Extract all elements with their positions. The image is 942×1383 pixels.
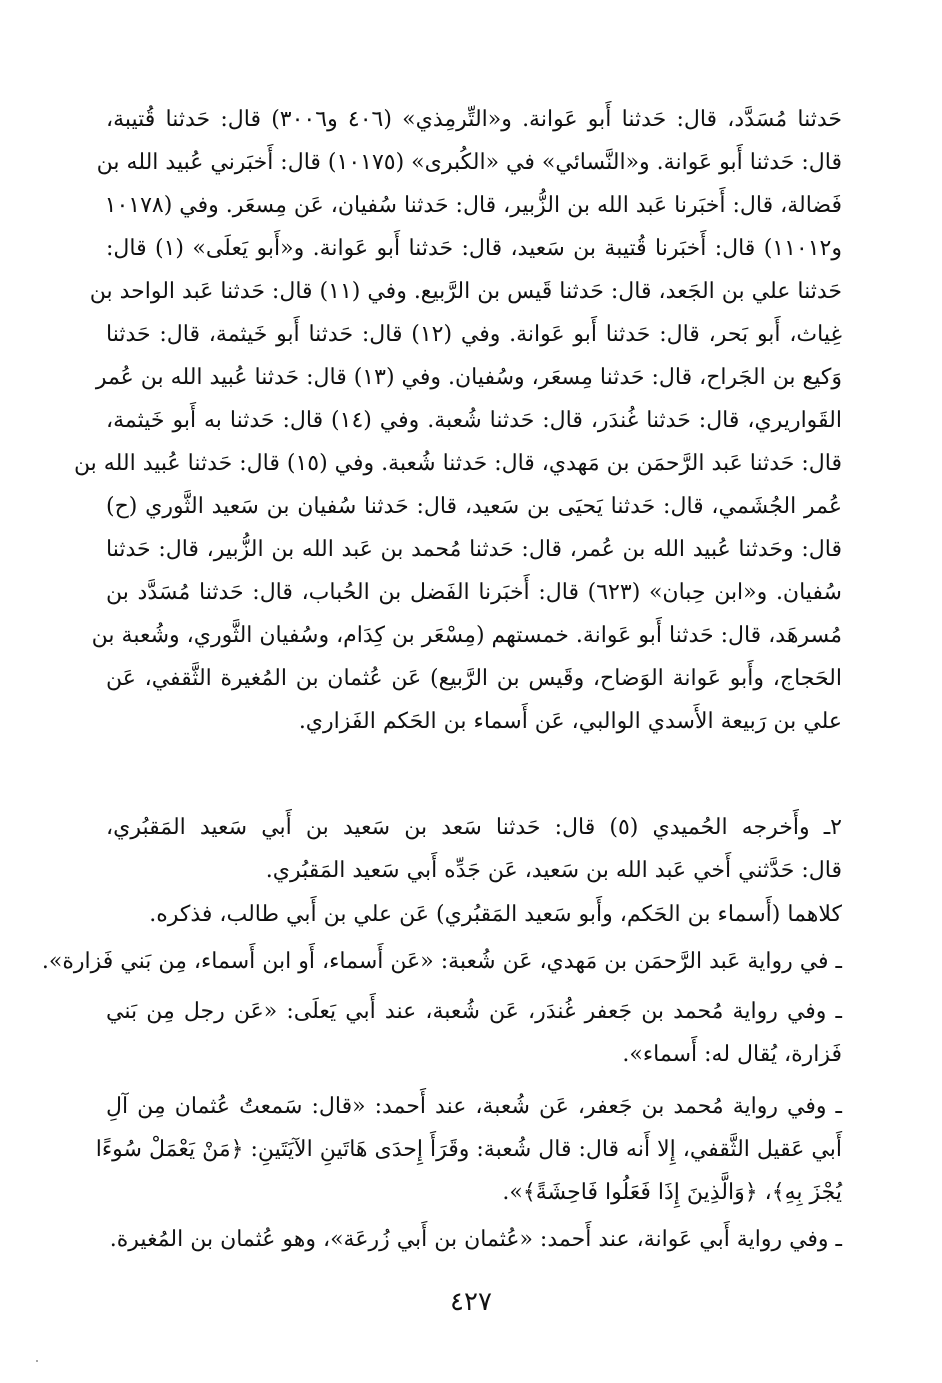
text-line: سُفيان. و«ابن حِبان» (٦٢٣) قال: أَخبَرنا الفَضل بن الحُباب، قال: حَدثنا مُسَدَّد بن [106,580,842,605]
text-line: ـ وفي رواية أَبي عَوانة، عند أَحمد: «عُثمان بن أَبي زُرعَة»، وهو عُثمان بن المُغيرة. [109,1227,842,1252]
text-line: قال: وحَدثنا عُبيد الله بن عُمر، قال: حَدثنا مُحمد بن عَبد الله بن الزُّبير، قال: حَدثنا [106,537,842,562]
text-line: و١١٠١٢) قال: أَخبَرنا قُتيبة بن سَعيد، قال: حَدثنا أَبو عَوانة. و«أَبو يَعلَى» (١) قال: [106,236,842,261]
scan-speck [36,1360,38,1362]
paragraph-1 [73,98,842,743]
text-line: الحَجاج، وأَبو عَوانة الوَضاح، وقَيس بن الرَّبيع) عَن عُثمان بن المُغيرة الثَّقفي، عَن [106,666,842,691]
text-line: يُجْزَ بِهِ﴾، ﴿وَالَّذِينَ إِذَا فَعَلُوا فَاحِشَةً﴾». [502,1180,842,1205]
text-line: كلاهما (أَسماء بن الحَكم، وأَبو سَعيد المَقبُري) عَن علي بن أَبي طالب، فذكره. [149,902,842,927]
text-line: ٢ـ وأَخرجه الحُميدي (٥) قال: حَدثنا سَعد بن سَعيد بن أَبي سَعيد المَقبُري، [106,815,842,840]
text-line: غِياث، أَبو بَحر، قال: حَدثنا أَبو عَوانة. وفي (١٢) قال: حَدثنا أَبو خَيثمة، قال: حَدثنا [106,322,842,347]
paragraph-6 [95,1085,842,1214]
paragraph-5 [106,990,842,1076]
text-line: مُسرهَد، قال: حَدثنا أَبو عَوانة. خمستهم (مِسْعَر بن كِدَام، وسُفيان الثَّوري، وشُعبة بن [91,623,842,648]
text-line: أَبي عَقيل الثَّقفي، إِلا أَنه قال: قال شُعبة: وقَرَأَ إِحدَى هَاتَينِ الآيَتَينِ: ﴿مَنْ يَعْمَلْ سُوءًا [95,1137,842,1162]
text-line: قال: حَدثنا أَبو عَوانة. و«النَّسائي» في «الكُبرى» (١٠١٧٥) قال: أَخبَرني عُبيد الله بن [96,150,842,175]
text-line: ـ وفي رواية مُحمد بن جَعفر غُندَر، عَن شُعبة، عند أَبي يَعلَى: «عَن رجل مِن بَني [106,999,842,1024]
text-line: ـ وفي رواية مُحمد بن جَعفر، عَن شُعبة، عند أَحمد: «قال: سَمعتُ عُثمان مِن آلِ [106,1094,842,1119]
text-line: قال: حَدثنا عَبد الرَّحمَن بن مَهدي، قال: حَدثنا شُعبة. وفي (١٥) قال: حَدثنا عُبيد الله بن [73,451,842,476]
page-number: ٤٢٧ [450,1287,492,1317]
text-line: القَواريري، قال: حَدثنا غُندَر، قال: حَدثنا شُعبة. وفي (١٤) قال: حَدثنا به أَبو خَيثمة، [106,408,842,433]
text-line: فَضالة، قال: أَخبَرنا عَبد الله بن الزُّبير، قال: حَدثنا سُفيان، عَن مِسعَر. وفي (١٠١٧٨ [104,193,842,218]
paragraph-2 [106,806,842,892]
paragraph-7 [106,1218,842,1261]
text-line: عُمر الجُشَمي، قال: حَدثنا يَحيَى بن سَعيد، قال: حَدثنا سُفيان بن سَعيد الثَّوري (ح) [106,494,842,519]
text-line: وَكيع بن الجَراح، قال: حَدثنا مِسعَر، وسُفيان. وفي (١٣) قال: حَدثنا عُبيد الله بن عُمر [95,365,842,390]
text-line: قال: حَدَّثني أَخي عَبد الله بن سَعيد، عَن جَدِّه أَبي سَعيد المَقبُري. [265,858,842,883]
text-line: ـ في رواية عَبد الرَّحمَن بن مَهدي، عَن شُعبة: «عَن أَسماء، أَو ابن أَسماء، مِن بَني فَزارة». [41,949,842,974]
paragraph-4 [41,940,842,983]
text-line: فَزارة، يُقال له: أَسماء». [622,1042,842,1067]
paragraph-3 [106,893,842,936]
text-line: حَدثنا مُسَدَّد، قال: حَدثنا أَبو عَوانة. و«التِّرمِذي» (٤٠٦ و٣٠٠٦) قال: حَدثنا قُتيبة، [106,107,842,132]
text-line: حَدثنا علي بن الجَعد، قال: حَدثنا قَيس بن الرَّبيع. وفي (١١) قال: حَدثنا عَبد الواحد بن [89,279,842,304]
text-line: علي بن رَبيعة الأَسدي الوالبي، عَن أَسماء بن الحَكم الفَزاري. [298,709,842,734]
